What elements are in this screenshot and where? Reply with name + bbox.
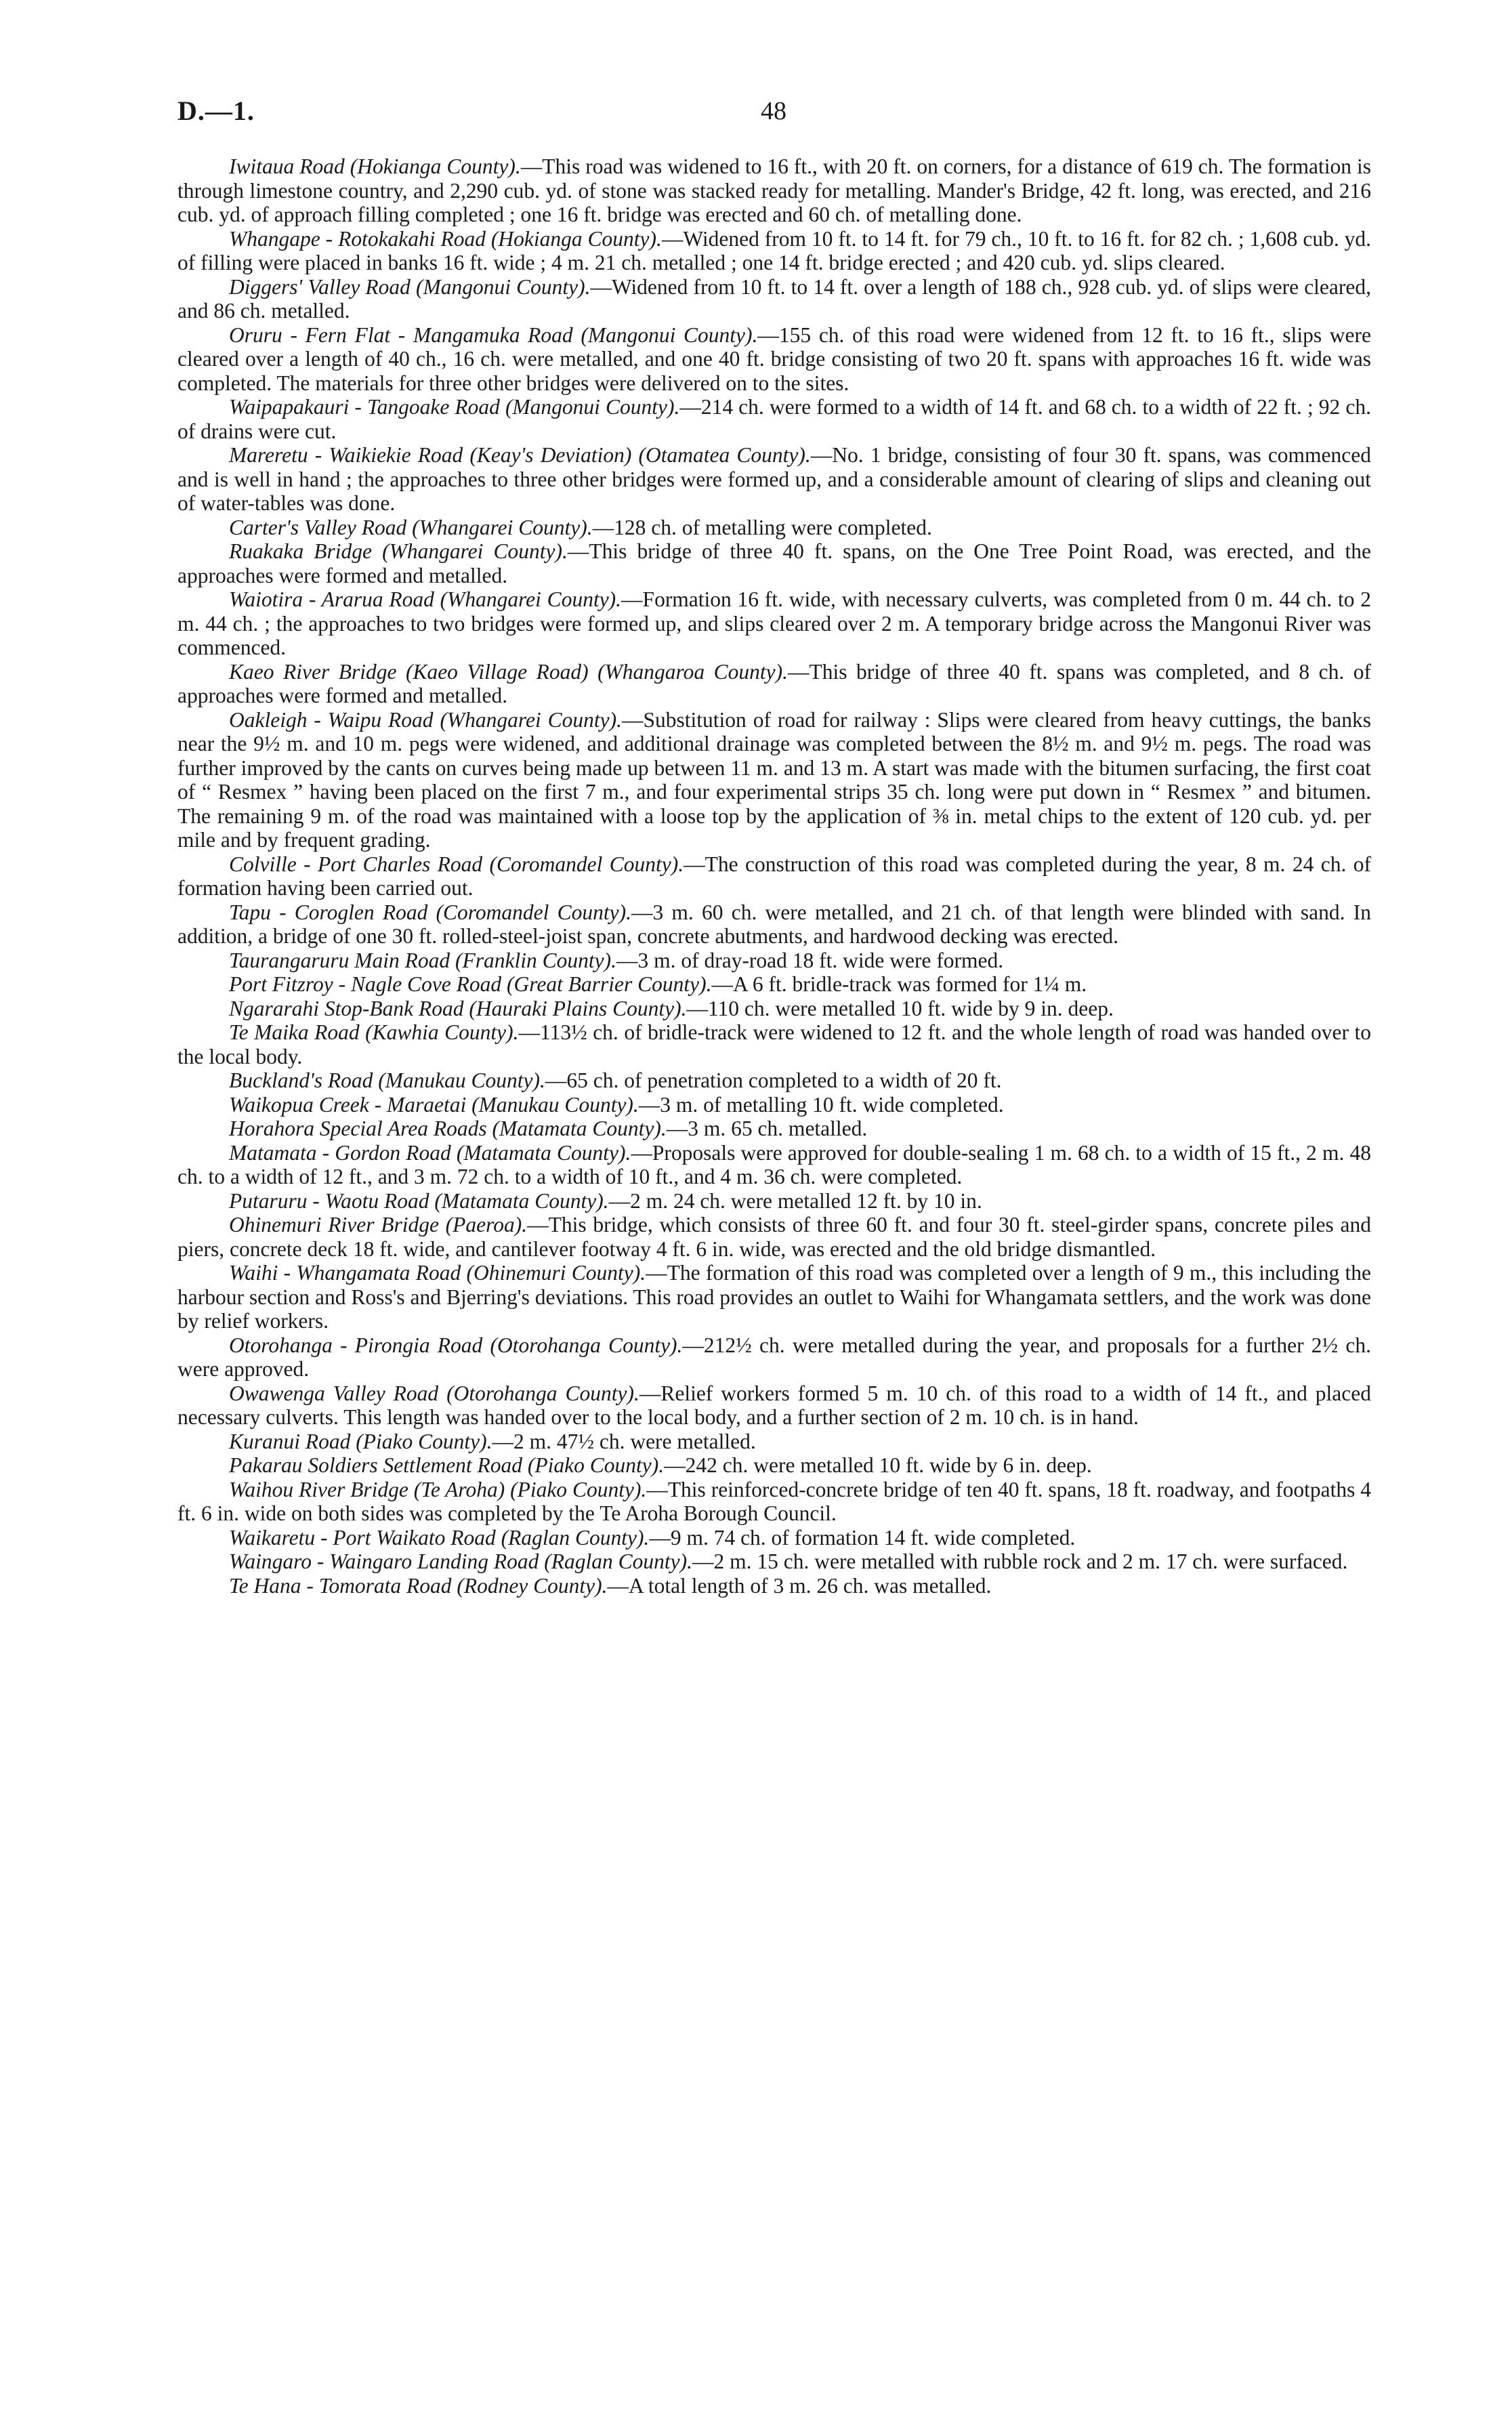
entry-title: Te Maika Road (Kawhia County). <box>229 1020 519 1044</box>
entry-text: —Proposals were approved for double-sealing 1 m. 68 ch. to a width of 15 ft., 2 m. 48 ch. to a width of 12 ft., and 3 m. 72 ch. to a width of 10 ft., and 4 m. 36 ch. were completed. <box>177 1140 1371 1188</box>
road-entry <box>177 1381 1371 1430</box>
entry-title: Waihi - Whangamata Road (Ohinemuri County). <box>229 1261 646 1285</box>
entry-text: —Relief workers formed 5 m. 10 ch. of this road to a width of 14 ft., and placed necessary culverts. This length was handed over to the local body, and a further section of 2 m. 10 ch. is in hand. <box>177 1381 1371 1429</box>
entry-text: —A total length of 3 m. 26 ch. was metalled. <box>607 1573 992 1598</box>
entry-text: —The formation of this road was completed over a length of 9 m., this including the harbour section and Ross's and Bjerring's deviations. This road provides an outlet to Waihi for Whangamata settlers, and the work was done by relief workers. <box>177 1261 1371 1333</box>
entry-text: —The construction of this road was completed during the year, 8 m. 24 ch. of formation having been carried out. <box>177 852 1371 900</box>
entry-text: —110 ch. were metalled 10 ft. wide by 9 in. deep. <box>686 996 1114 1020</box>
road-entry <box>177 395 1371 443</box>
entry-title: Mareretu - Waikiekie Road (Keay's Deviation) (Otamatea County). <box>229 443 811 467</box>
entry-text: —Substitution of road for railway : Slips were cleared from heavy cuttings, the banks near the 9½ m. and 10 m. pegs were widened, and additional drainage was completed between the 8½ m. and 9½ m. pegs. The road was further improved by the cants on curves being made up between 11 m. and 13 m. A start was made with the bitumen surfacing, the first coat of “ Resmex ” having been placed on the first 7 m., and four experimental strips 35 ch. long were put down in “ Resmex ” and bitumen. The remaining 9 m. of the road was maintained with a loose top by the application of ⅜ in. metal chips to the extent of 120 cub. yd. per mile and by frequent grading. <box>177 707 1371 852</box>
road-entry <box>177 154 1371 227</box>
entry-text: —A 6 ft. bridle-track was formed for 1¼ m. <box>711 972 1087 996</box>
entry-text: —2 m. 24 ch. were metalled 12 ft. by 10 in. <box>608 1188 982 1213</box>
road-entry <box>177 949 1371 973</box>
road-entry <box>177 1478 1371 1526</box>
road-entry <box>177 660 1371 708</box>
road-entry <box>177 1189 1371 1213</box>
entry-text: —This bridge of three 40 ft. spans was completed, and 8 ch. of approaches were formed and metalled. <box>177 659 1372 707</box>
entry-title: Ohinemuri River Bridge (Paeroa). <box>229 1213 528 1236</box>
road-entry <box>177 516 1371 540</box>
entry-title: Buckland's Road (Manukau County). <box>229 1068 545 1092</box>
entry-title: Ruakaka Bridge (Whangarei County). <box>229 539 568 563</box>
entry-title: Matamata - Gordon Road (Matamata County). <box>229 1140 631 1165</box>
entry-title: Diggers' Valley Road (Mangonui County). <box>229 274 591 299</box>
entry-title: Port Fitzroy - Nagle Cove Road (Great Barrier County). <box>229 972 712 996</box>
road-entry <box>177 323 1371 396</box>
entry-title: Waikaretu - Port Waikato Road (Raglan County). <box>229 1525 650 1550</box>
entry-title: Waihou River Bridge (Te Aroha) (Piako County). <box>229 1477 647 1501</box>
entry-title: Pakarau Soldiers Settlement Road (Piako County). <box>229 1453 665 1477</box>
entry-text: —This road was widened to 16 ft., with 20 ft. on corners, for a distance of 619 ch. The formation is through limestone country, and 2,290 cub. yd. of stone was stacked ready for metalling. Mander's Bridge, 42 ft. long, was erected, and 216 cub. yd. of approach filling completed ; one 16 ft. bridge was erected and 60 ch. of metalling done. <box>177 154 1371 226</box>
entry-title: Owawenga Valley Road (Otorohanga County). <box>229 1381 639 1405</box>
entry-text: —Formation 16 ft. wide, with necessary culverts, was completed from 0 m. 44 ch. to 2 m. 44 ch. ; the approaches to two bridges were formed up, and slips cleared over 2 m. A temporary bridge across the Mangonui River was commenced. <box>177 587 1371 659</box>
entry-text: —3 m. 60 ch. were metalled, and 21 ch. of that length were blinded with sand. In addition, a bridge of one 30 ft. rolled-steel-joist span, concrete abutments, and hardwood decking was erected. <box>177 900 1371 948</box>
road-entry <box>177 1550 1371 1574</box>
road-entry <box>177 1068 1371 1093</box>
entry-title: Kuranui Road (Piako County). <box>229 1429 492 1453</box>
entry-text: —2 m. 15 ch. were metalled with rubble rock and 2 m. 17 ch. were surfaced. <box>692 1550 1348 1573</box>
road-entry <box>177 1141 1371 1189</box>
entry-text: —113½ ch. of bridle-track were widened to 12 ft. and the whole length of road was handed over to the local body. <box>177 1020 1371 1068</box>
entry-text: —65 ch. of penetration completed to a width of 20 ft. <box>545 1068 1002 1092</box>
entry-text: —No. 1 bridge, consisting of four 30 ft. spans, was commenced and is well in hand ; the approaches to three other bridges were formed up, and a considerable amount of clearing of slips and cleaning out of water-tables was done. <box>177 443 1371 515</box>
page-number: 48 <box>761 97 786 125</box>
entry-title: Kaeo River Bridge (Kaeo Village Road) (Whangaroa County). <box>229 659 789 684</box>
road-entry <box>177 1453 1371 1478</box>
entry-title: Oruru - Fern Flat - Mangamuka Road (Mangonui County). <box>229 323 758 347</box>
entry-text: —This reinforced-concrete bridge of ten 40 ft. spans, 18 ft. roadway, and footpaths 4 ft. 6 in. wide on both sides was completed by the Te Aroha Borough Council. <box>177 1477 1371 1525</box>
entry-title: Iwitaua Road (Hokianga County). <box>229 154 521 178</box>
entry-text: —155 ch. of this road were widened from 12 ft. to 16 ft., slips were cleared over a length of 40 ch., 16 ch. were metalled, and one 40 ft. bridge consisting of two 20 ft. spans with approaches 16 ft. wide was completed. The materials for three other bridges were delivered on to the sites. <box>177 323 1371 395</box>
entry-title: Colville - Port Charles Road (Coromandel County). <box>229 852 684 876</box>
entry-text: —242 ch. were metalled 10 ft. wide by 6 in. deep. <box>664 1453 1092 1477</box>
entry-title: Waingaro - Waingaro Landing Road (Raglan County). <box>229 1550 692 1573</box>
road-entry <box>177 275 1371 323</box>
road-entry <box>177 443 1371 516</box>
entry-title: Oakleigh - Waipu Road (Whangarei County). <box>229 707 623 732</box>
entry-text: —3 m. of metalling 10 ft. wide completed. <box>638 1092 1004 1117</box>
road-entry <box>177 1333 1371 1381</box>
road-entry <box>177 900 1371 949</box>
entry-title: Tapu - Coroglen Road (Coromandel County). <box>229 900 631 924</box>
road-entry <box>177 1261 1371 1333</box>
entry-text: —Widened from 10 ft. to 14 ft. for 79 ch., 10 ft. to 16 ft. for 82 ch. ; 1,608 cub. yd. of filling were placed in banks 16 ft. wide ; 4 m. 21 ch. metalled ; one 14 ft. bridge erected ; and 420 cub. yd. slips cleared. <box>177 226 1371 274</box>
entry-text: —3 m. of dray-road 18 ft. wide were formed. <box>616 948 1004 972</box>
entry-title: Horahora Special Area Roads (Matamata County). <box>229 1117 667 1140</box>
entry-text: —128 ch. of metalling were completed. <box>592 515 932 539</box>
entry-text: —214 ch. were formed to a width of 14 ft. and 68 ch. to a width of 22 ft. ; 92 ch. of drains were cut. <box>177 395 1371 443</box>
entry-title: Whangape - Rotokakahi Road (Hokianga County). <box>229 226 662 251</box>
entry-title: Taurangaruru Main Road (Franklin County). <box>229 948 616 972</box>
road-entry <box>177 1213 1371 1261</box>
entry-text: —3 m. 65 ch. metalled. <box>666 1117 868 1140</box>
road-entry <box>177 1526 1371 1550</box>
report-body <box>177 154 1371 1598</box>
document-reference: D.—1. <box>177 96 255 126</box>
entry-text: —This bridge of three 40 ft. spans, on the One Tree Point Road, was erected, and the approaches were formed and metalled. <box>177 539 1371 587</box>
road-entry <box>177 1093 1371 1117</box>
entry-text: —2 m. 47½ ch. were metalled. <box>492 1429 756 1453</box>
entry-title: Waiotira - Ararua Road (Whangarei County). <box>229 587 622 611</box>
entry-title: Te Hana - Tomorata Road (Rodney County). <box>229 1573 608 1598</box>
entry-title: Ngararahi Stop-Bank Road (Hauraki Plains County). <box>229 996 687 1020</box>
entry-title: Putaruru - Waotu Road (Matamata County). <box>229 1188 609 1213</box>
road-entry <box>177 539 1371 587</box>
road-entry <box>177 852 1371 900</box>
road-entry <box>177 1020 1371 1068</box>
road-entry <box>177 1574 1371 1598</box>
entry-text: —9 m. 74 ch. of formation 14 ft. wide completed. <box>649 1525 1076 1550</box>
road-entry <box>177 587 1371 660</box>
entry-text: —212½ ch. were metalled during the year, and proposals for a further 2½ ch. were approved. <box>177 1333 1371 1381</box>
road-entry <box>177 1117 1371 1141</box>
road-entry <box>177 708 1371 852</box>
entry-title: Waikopua Creek - Maraetai (Manukau County). <box>229 1092 639 1117</box>
road-entry <box>177 1430 1371 1454</box>
entry-title: Carter's Valley Road (Whangarei County). <box>229 515 593 539</box>
road-entry <box>177 997 1371 1021</box>
entry-text: —This bridge, which consists of three 60 ft. and four 30 ft. steel-girder spans, concrete piles and piers, concrete deck 18 ft. wide, and cantilever footway 4 ft. 6 in. wide, was erected and the old bridge dismantled. <box>177 1213 1372 1261</box>
entry-title: Otorohanga - Pirongia Road (Otorohanga County). <box>229 1333 683 1357</box>
road-entry <box>177 972 1371 997</box>
road-entry <box>177 227 1371 275</box>
entry-title: Waipapakauri - Tangoake Road (Mangonui County). <box>229 395 680 419</box>
page-header <box>177 95 1370 136</box>
entry-text: —Widened from 10 ft. to 14 ft. over a length of 188 ch., 928 cub. yd. of slips were cleared, and 86 ch. metalled. <box>177 274 1371 323</box>
